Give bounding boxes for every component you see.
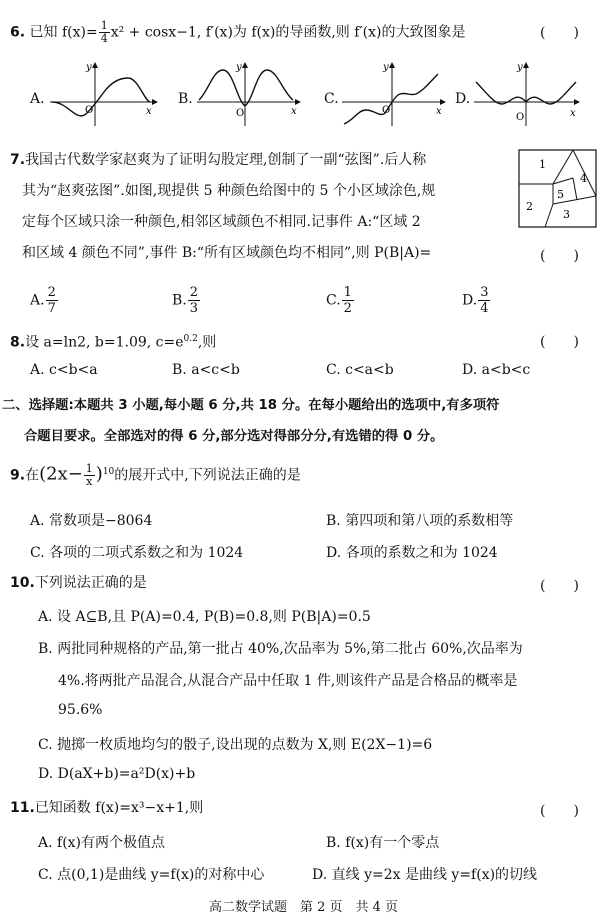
q8-option-a: A. c<b<a xyxy=(30,362,98,378)
q6-option-c-label: C. xyxy=(324,91,339,107)
q9-option-c: C. 各项的二项式系数之和为 1024 xyxy=(30,545,244,561)
q11-stem: 11.已知函数 f(x)=x³−x+1,则 xyxy=(10,800,204,816)
q6-option-a-label: A. xyxy=(30,91,45,107)
svg-text:2: 2 xyxy=(526,200,533,213)
q8-option-d: D. a<b<c xyxy=(462,362,531,378)
q6-fraction: $\frac{1}{4}$ xyxy=(100,19,108,45)
svg-text:3: 3 xyxy=(563,208,570,221)
q7-option-b: B. $\frac{2}{3}$ xyxy=(172,285,199,316)
q10-option-b-line1: B. 两批同种规格的产品,第一批占 40%,次品率为 5%,第二批占 60%,次品率为 xyxy=(38,641,523,657)
svg-text:1: 1 xyxy=(539,158,546,171)
page-footer: 高二数学试题 第 2 页 共 4 页 xyxy=(208,900,399,915)
svg-text:O: O xyxy=(516,112,525,123)
svg-text:4: 4 xyxy=(580,172,587,185)
q6-graph-a xyxy=(48,60,158,128)
svg-text:x: x xyxy=(570,108,576,119)
q11-option-c: C. 点(0,1)是曲线 y=f(x)的对称中心 xyxy=(38,867,265,883)
q9-option-d: D. 各项的系数之和为 1024 xyxy=(326,545,498,561)
q10-option-d: D. D(aX+b)=a²D(x)+b xyxy=(38,766,196,782)
q6-stem: 6. 已知 f(x)= $\frac{1}{4}$ x² + cosx−1, f′(x)为 f(x)的导函数,则 f′(x)的大致图象是 xyxy=(10,19,466,45)
q8-stem: 8.设 a=ln2, b=1.09, $c=e^{0.2}$,则 xyxy=(10,334,217,351)
q6-graph-d xyxy=(472,60,584,128)
q6-option-d-label: D. xyxy=(455,91,471,107)
q10-option-c: C. 抛掷一枚质地均匀的骰子,设出现的点数为 X,则 E(2X−1)=6 xyxy=(38,737,433,753)
svg-text:O: O xyxy=(382,105,391,116)
q7-stem-line4: 和区域 4 颜色不同”,事件 B:“所有区域颜色均不相同”,则 P(B|A)= xyxy=(22,245,432,261)
q9-option-a: A. 常数项是−8064 xyxy=(30,513,153,529)
svg-text:x: x xyxy=(436,106,442,117)
svg-text:y: y xyxy=(86,62,92,73)
q8-option-b: B. a<c<b xyxy=(172,362,240,378)
q9-stem: 9.在(2x− $\frac{1}{x}$ )$^{10}$的展开式中,下列说法正确的是 xyxy=(10,462,301,489)
q7-answer-paren: ( ) xyxy=(540,248,579,264)
q10-answer-paren: ( ) xyxy=(540,578,579,594)
q10-stem: 10.下列说法正确的是 xyxy=(10,575,147,591)
svg-text:y: y xyxy=(383,62,389,73)
q8-answer-paren: ( ) xyxy=(540,334,579,350)
q6-answer-paren: ( ) xyxy=(540,25,579,41)
q7-option-c: C. $\frac{1}{2}$ xyxy=(326,285,352,316)
q11-option-b: B. f(x)有一个零点 xyxy=(326,835,440,851)
svg-text:O: O xyxy=(85,105,94,116)
q11-option-a: A. f(x)有两个极值点 xyxy=(38,835,166,851)
q11-option-d: D. 直线 y=2x 是曲线 y=f(x)的切线 xyxy=(312,867,538,883)
svg-text:O: O xyxy=(236,108,245,119)
q11-answer-paren: ( ) xyxy=(540,803,579,819)
q7-zhao-shuang-diagram xyxy=(517,148,599,230)
section2-heading-line2: 合题目要求。全部选对的得 6 分,部分选对得部分分,有选错的得 0 分。 xyxy=(24,429,444,444)
svg-text:y: y xyxy=(236,62,242,73)
q10-option-a: A. 设 A⊆B,且 P(A)=0.4, P(B)=0.8,则 P(B|A)=0.5 xyxy=(38,609,371,625)
q6-graph-b xyxy=(195,60,305,128)
q9-option-b: B. 第四项和第八项的系数相等 xyxy=(326,513,514,529)
q6-graph-c xyxy=(340,60,450,128)
svg-text:y: y xyxy=(517,62,523,73)
q10-option-b-line2: 4%.将两批产品混合,从混合产品中任取 1 件,则该件产品是合格品的概率是 xyxy=(58,673,518,689)
svg-text:x: x xyxy=(146,106,152,117)
q10-option-b-line3: 95.6% xyxy=(58,702,103,718)
section2-heading-line1: 二、选择题:本题共 3 小题,每小题 6 分,共 18 分。在每小题给出的选项中,有多项符 xyxy=(2,398,500,413)
q7-option-d: D. $\frac{3}{4}$ xyxy=(462,285,489,316)
svg-text:x: x xyxy=(291,106,297,117)
q7-stem-line2: 其为“赵爽弦图”.如图,现提供 5 种颜色给图中的 5 个小区域涂色,规 xyxy=(22,183,436,199)
q6-option-b-label: B. xyxy=(178,91,193,107)
q8-option-c: C. c<a<b xyxy=(326,362,394,378)
q7-stem-line3: 定每个区域只涂一种颜色,相邻区域颜色不相同.记事件 A:“区域 2 xyxy=(22,214,421,230)
svg-text:5: 5 xyxy=(557,188,564,201)
q7-stem-line1: 7.我国古代数学家赵爽为了证明勾股定理,创制了一副“弦图”.后人称 xyxy=(10,152,427,168)
q7-option-a: A. $\frac{2}{7}$ xyxy=(30,285,56,316)
